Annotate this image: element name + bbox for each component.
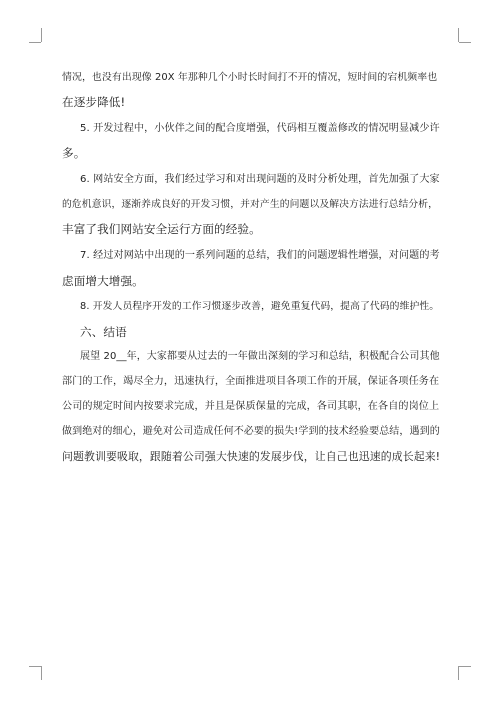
text-line: 6. 网站安全方面，我们经过学习和对出现问题的及时分析处理，首先加强了大家 [80, 174, 440, 185]
crop-mark-top-left-vertical [41, 28, 42, 42]
text-line: 公司的规定时间内按要求完成，并且是保质保量的完成，各司其职，在各自的岗位上 [62, 401, 440, 412]
text-line: 情况，也没有出现像 20X 年那种几个小时长时间打不开的情况，短时间的宕机频率也 [62, 72, 438, 83]
crop-mark-top-right-vertical [458, 28, 459, 42]
crop-mark-bottom-left-horizontal [29, 666, 41, 667]
text-line: 做到绝对的细心，避免对公司造成任何不必要的损失!学到的技术经验要总结，遇到的 [62, 426, 440, 437]
text-line: 在逐步降低! [62, 95, 126, 109]
text-line: 多。 [62, 146, 86, 160]
text-line: 部门的工作，竭尽全力，迅速执行，全面推进项目各项工作的开展，保证各项任务在 [62, 376, 440, 387]
crop-mark-bottom-left-vertical [41, 666, 42, 680]
text-line: 8. 开发人员程序开发的工作习惯逐步改善，避免重复代码，提高了代码的维护性。 [80, 301, 440, 312]
crop-mark-top-right-horizontal [459, 42, 471, 43]
text-line: 5. 开发过程中，小伙伴之间的配合度增强，代码相互覆盖修改的情况明显减少许 [80, 123, 440, 134]
text-line: 问题教训要吸取，跟随着公司强大快速的发展步伐，让自己也迅速的成长起来! [62, 450, 441, 463]
text-line: 展望 20__年，大家都要从过去的一年做出深刻的学习和总结，积极配合公司其他 [80, 351, 440, 362]
section-heading: 六、结语 [80, 325, 127, 339]
crop-mark-bottom-right-horizontal [459, 666, 471, 667]
text-line: 丰富了我们网站安全运行方面的经验。 [62, 222, 261, 236]
crop-mark-bottom-right-vertical [458, 666, 459, 680]
text-line: 7. 经过对网站中出现的一系列问题的总结，我们的问题逻辑性增强，对问题的考 [80, 250, 440, 261]
text-line: 的危机意识，逐渐养成良好的开发习惯，并对产生的问题以及解决方法进行总结分析， [62, 199, 439, 210]
text-line: 虑面增大增强。 [62, 274, 144, 288]
crop-mark-top-left-horizontal [29, 42, 41, 43]
